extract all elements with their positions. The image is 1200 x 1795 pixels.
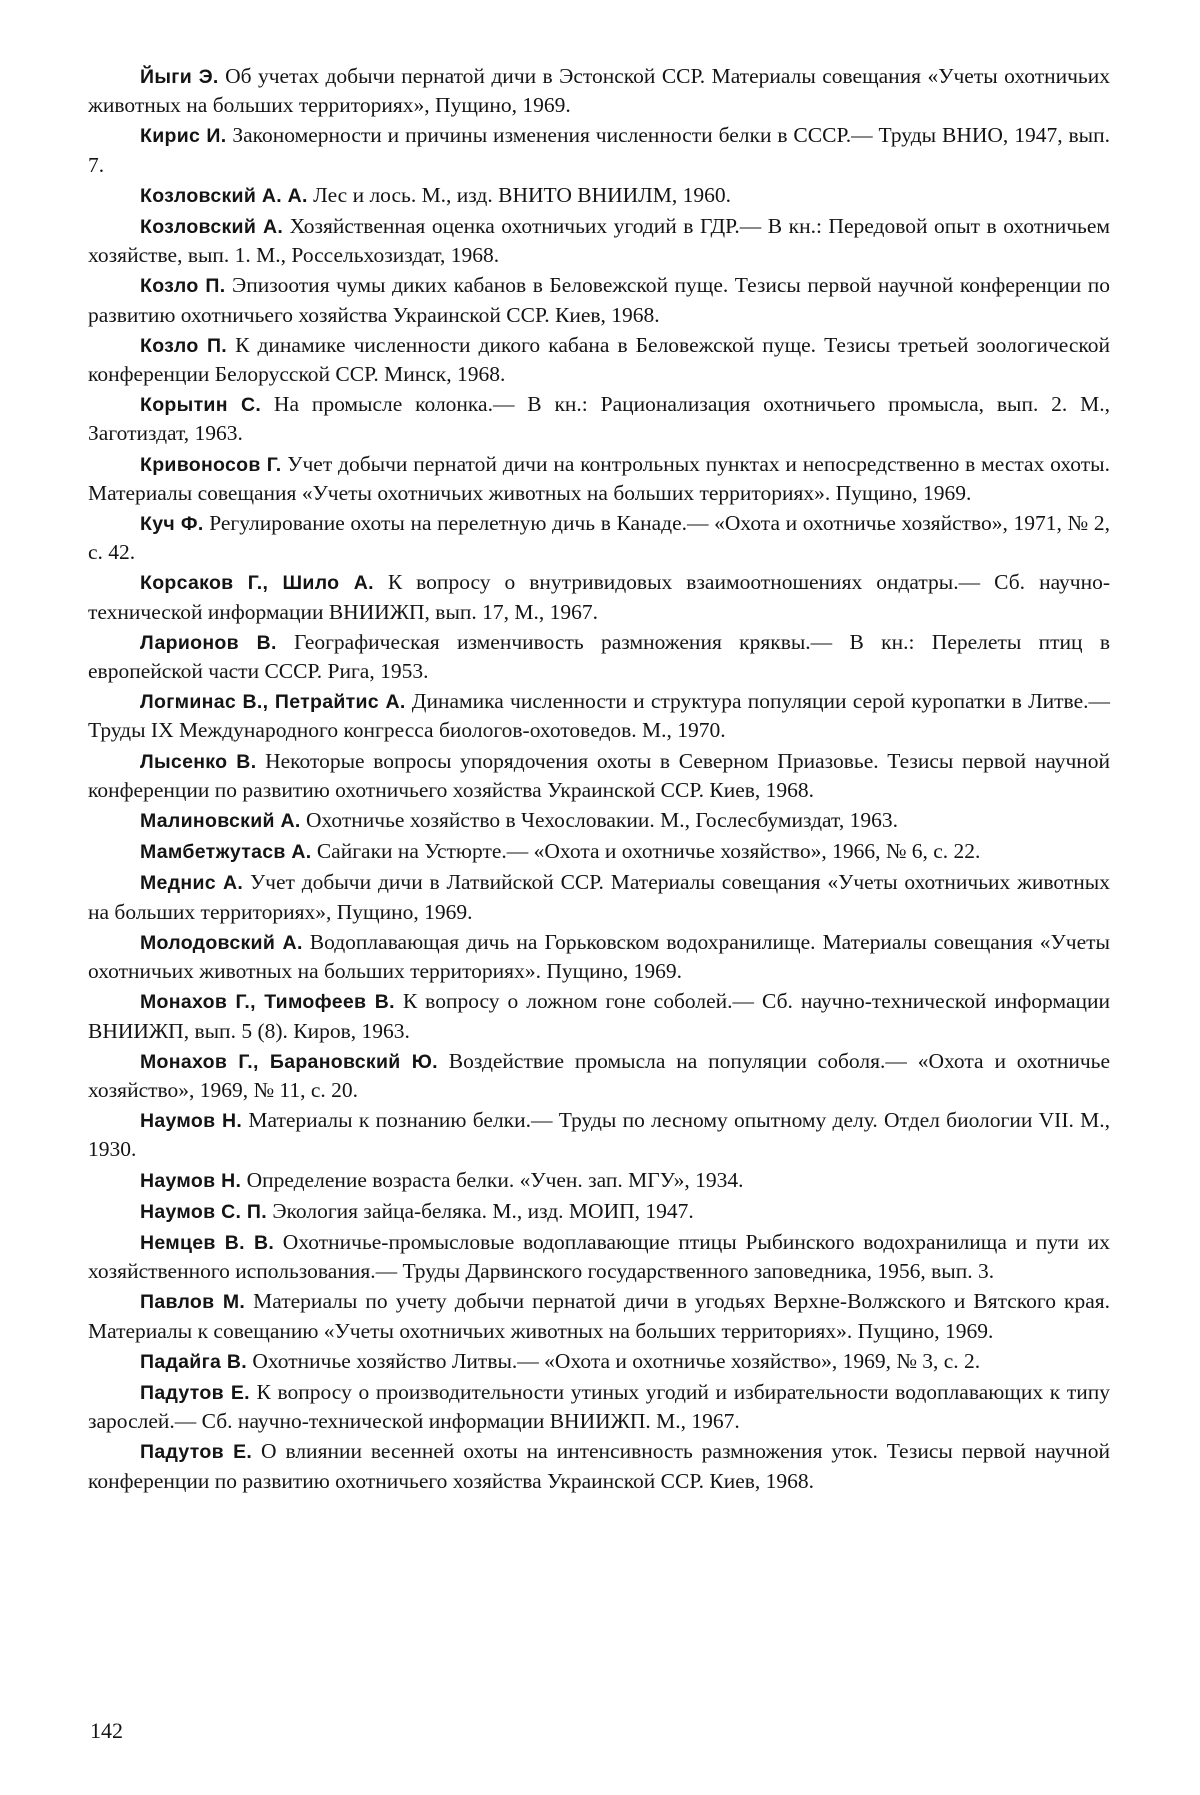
bibliography-entry	[88, 837, 1110, 866]
bibliography-entry	[88, 628, 1110, 685]
entry-text: Охотничье-промысловые водоплавающие птицы Рыбинского водохранилища и пути их хозяйственного использования.— Труды Дарвинского государственного заповедника, 1956, вып. 3.	[88, 1229, 1110, 1284]
entry-author: Малиновский А.	[140, 810, 301, 833]
entry-text: О влиянии весенней охоты на интенсивность размножения уток. Тезисы первой научной конференции по развитию охотничьего хозяйства Украинской ССР. Киев, 1968.	[88, 1439, 1110, 1493]
bibliography-entry	[88, 1347, 1110, 1376]
entry-author: Падайга В.	[140, 1350, 247, 1373]
entry-author: Йыги Э.	[140, 66, 219, 88]
bibliography-entry	[88, 181, 1110, 210]
bibliography-entry	[88, 1106, 1110, 1163]
entry-text: Определение возраста белки. «Учен. зап. МГУ», 1934.	[246, 1167, 744, 1192]
bibliography-entry	[88, 121, 1110, 178]
bibliography-entry	[88, 568, 1110, 625]
bibliography-entry	[88, 1287, 1110, 1344]
bibliography-entry	[88, 450, 1110, 507]
entry-text: Закономерности и причины изменения численности белки в СССР.— Труды ВНИО, 1947, вып. 7.	[88, 123, 1110, 177]
entry-author: Ларионов В.	[140, 631, 277, 654]
bibliography-entry	[88, 212, 1110, 269]
bibliography-entry	[88, 987, 1110, 1044]
entry-text: Сайгаки на Устюрте.— «Охота и охотничье хозяйство», 1966, № 6, с. 22.	[316, 839, 981, 864]
bibliography-entry	[88, 1437, 1110, 1494]
entry-author: Наумов Н.	[140, 1169, 242, 1192]
bibliography-entry	[88, 1166, 1110, 1195]
entry-text: К вопросу о внутривидовых взаимоотношениях ондатры.— Сб. научно-технической информации ВНИИЖП, вып. 17, М., 1967.	[88, 570, 1111, 624]
entry-text: Регулирование охоты на перелетную дичь в Канаде.— «Охота и охотничье хозяйство», 1971, № 2, с. 42.	[88, 511, 1110, 565]
entry-text: Лес и лось. М., изд. ВНИТО ВНИИЛМ, 1960.	[313, 182, 731, 207]
entry-text: Водоплавающая дичь на Горьковском водохранилище. Материалы совещания «Учеты охотничьих животных на больших территориях». Пущино, 1969.	[88, 929, 1110, 984]
page-number: 142	[90, 1718, 123, 1743]
bibliography-entry	[88, 806, 1110, 835]
entry-author: Корытин С.	[140, 394, 262, 417]
entry-text: Некоторые вопросы упорядочения охоты в Северном Приазовье. Тезисы первой научной конференции по развитию охотничьего хозяйства Украинской ССР. Киев, 1968.	[88, 748, 1111, 802]
bibliography-entry	[88, 509, 1110, 566]
bibliography-entry	[88, 928, 1110, 985]
bibliography-entry	[88, 331, 1110, 388]
entry-author: Наумов С. П.	[140, 1200, 267, 1223]
entry-text: Воздействие промысла на популяции соболя.— «Охота и охотничье хозяйство», 1969, № 11, с. 20.	[88, 1048, 1110, 1102]
entry-author: Козловский А.	[140, 216, 284, 239]
entry-text: Материалы по учету добычи пернатой дичи в угодьях Верхне-Волжского и Вятского края. Материалы к совещанию «Учеты охотничьих животных на больших территориях». Пущино, 1969.	[88, 1289, 1110, 1343]
entry-author: Павлов М.	[140, 1291, 246, 1314]
entry-author: Кирис И.	[140, 125, 227, 148]
entry-text: Учет добычи пернатой дичи на контрольных пунктах и непосредственно в местах охоты. Материалы совещания «Учеты охотничьих животных на больших территориях». Пущино, 1969.	[88, 451, 1110, 505]
bibliography-entry	[88, 868, 1110, 925]
entry-text: Охотничье хозяйство в Чехословакии. М., Гослесбумиздат, 1963.	[305, 808, 898, 833]
entry-text: Об учетах добычи пернатой дичи в Эстонской ССР. Материалы совещания «Учеты охотничьих животных на больших территориях», Пущино, 1969.	[88, 64, 1110, 118]
bibliography-entry	[88, 62, 1110, 119]
entry-text: Хозяйственная оценка охотничьих угодий в ГДР.— В кн.: Передовой опыт в охотничьем хозяйстве, вып. 1. М., Россельхозиздат, 1968.	[88, 214, 1110, 268]
entry-text: Географическая изменчивость размножения кряквы.— В кн.: Перелеты птиц в европейской части СССР. Рига, 1953.	[88, 629, 1111, 684]
entry-author: Козло П.	[140, 275, 226, 298]
entry-author: Монахов Г., Тимофеев В.	[140, 991, 395, 1014]
bibliography-entry	[88, 1047, 1110, 1104]
bibliography-entry	[88, 1378, 1110, 1435]
entry-author: Кривоносов Г.	[140, 453, 282, 476]
entry-author: Логминас В., Петрайтис А.	[140, 691, 406, 714]
entry-text: Учет добычи дичи в Латвийской ССР. Материалы совещания «Учеты охотничьих животных на больших территориях», Пущино, 1969.	[88, 870, 1110, 924]
entry-author: Куч Ф.	[140, 513, 204, 536]
entry-author: Корсаков Г., Шило А.	[140, 572, 374, 595]
bibliography-entry	[88, 1197, 1110, 1226]
bibliography-list	[88, 62, 1110, 1497]
entry-author: Монахов Г., Барановский Ю.	[140, 1050, 438, 1073]
entry-text: Охотничье хозяйство Литвы.— «Охота и охотничье хозяйство», 1969, № 3, с. 2.	[252, 1348, 981, 1373]
entry-text: Эпизоотия чумы диких кабанов в Беловежской пуще. Тезисы первой научной конференции по развитию охотничьего хозяйства Украинской ССР. Киев, 1968.	[88, 273, 1111, 327]
entry-text: К вопросу о производительности утиных угодий и избирательности водоплавающих к типу зарослей.— Сб. научно-технической информации ВНИИЖП. М., 1967.	[88, 1379, 1111, 1434]
bibliography-entry	[88, 747, 1110, 804]
entry-text: К динамике численности дикого кабана в Беловежской пуще. Тезисы третьей зоологической конференции Белорусской ССР. Минск, 1968.	[88, 332, 1110, 387]
entry-text: На промысле колонка.— В кн.: Рационализация охотничьего промысла, вып. 2. М., Заготиздат, 1963.	[88, 392, 1110, 446]
bibliography-entry	[88, 271, 1110, 328]
entry-text: Экология зайца-беляка. М., изд. МОИП, 1947.	[272, 1198, 694, 1223]
entry-text: Динамика численности и структура популяции серой куропатки в Литве.— Труды IX Международного конгресса биологов-охотоведов. М., 1970.	[88, 689, 1111, 743]
entry-author: Падутов Е.	[140, 1441, 253, 1464]
bibliography-entry	[88, 1228, 1110, 1285]
entry-author: Козловский А. А.	[140, 184, 308, 207]
entry-author: Немцев В. В.	[140, 1231, 275, 1254]
entry-text: К вопросу о ложном гоне соболей.— Сб. научно-технической информации ВНИИЖП, вып. 5 (8). Киров, 1963.	[88, 989, 1111, 1043]
entry-author: Падутов Е.	[140, 1381, 250, 1404]
entry-author: Мамбетжутасв А.	[140, 841, 312, 864]
entry-author: Лысенко В.	[140, 750, 257, 773]
entry-text: Материалы к познанию белки.— Труды по лесному опытному делу. Отдел биологии VII. М., 1930.	[88, 1108, 1110, 1162]
entry-author: Молодовский А.	[140, 931, 303, 954]
entry-author: Наумов Н.	[140, 1110, 243, 1133]
entry-author: Козло П.	[140, 334, 227, 357]
entry-author: Меднис А.	[140, 872, 244, 895]
bibliography-entry	[88, 687, 1110, 744]
bibliography-entry	[88, 390, 1110, 447]
